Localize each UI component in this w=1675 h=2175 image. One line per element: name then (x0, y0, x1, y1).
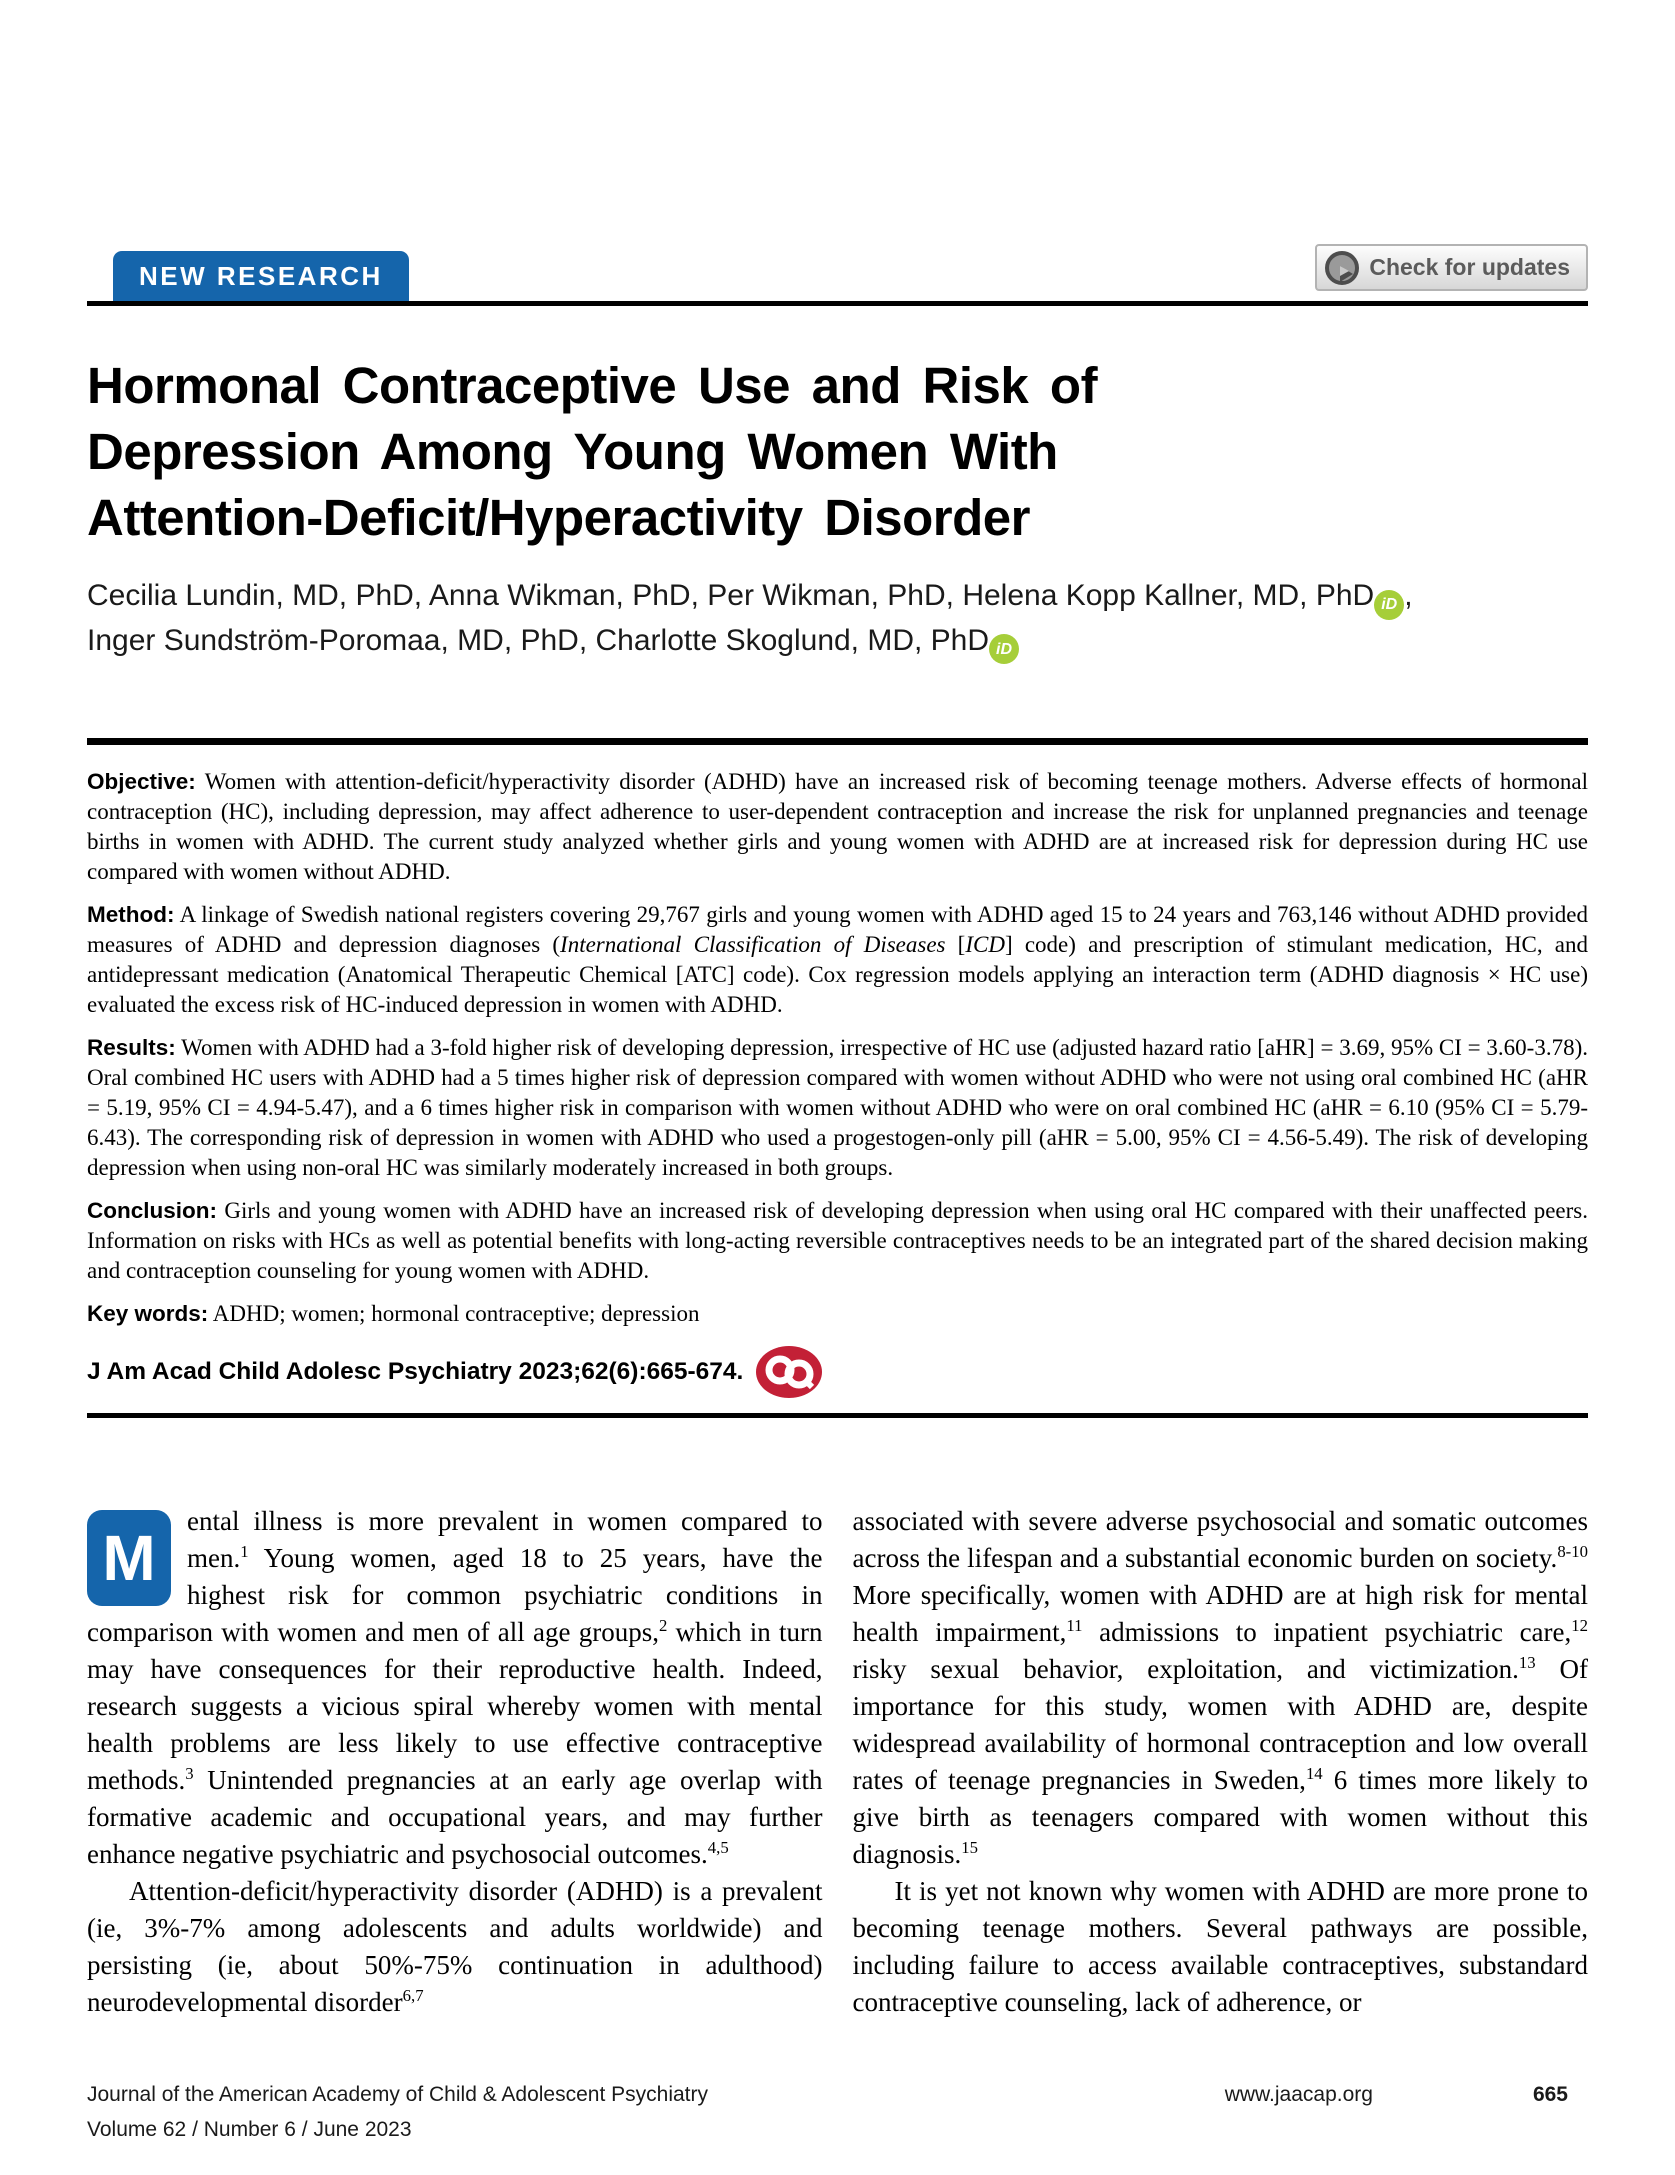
abstract-keywords-label: Key words: (87, 1301, 209, 1326)
body-paragraph-2 (87, 1873, 823, 2021)
body-left-column (87, 1503, 823, 2021)
orcid-icon[interactable]: iD (989, 634, 1019, 664)
abstract-top-rule (87, 738, 1588, 745)
body-paragraph-2-text: Attention-deficit/hyperactivity disorder (ADHD) is a prevalent (ie, 3%-7% among adolescents and adults worldwide) and persisting (ie, about 50%-75% continuation in adulthood) neurodevelopmental disorder$^{6,7}$ (87, 1876, 823, 2017)
footer-volume-info: Volume 62 / Number 6 / June 2023 (87, 2118, 412, 2141)
journal-citation-text: J Am Acad Child Adolesc Psychiatry 2023;62(6):665-674. (87, 1358, 744, 1385)
body-paragraph-1 (87, 1503, 823, 1873)
author-line1 (87, 575, 1588, 620)
author-line2-text: Inger Sundström-Poromaa, MD, PhD, Charlotte Skoglund, MD, PhD (87, 623, 990, 657)
article-title-line3: Attention-Deficit/Hyperactivity Disorder (87, 489, 1031, 546)
section-banner (113, 251, 409, 301)
author-line1-comma: , (1404, 579, 1413, 612)
abstract-results-text: Women with ADHD had a 3-fold higher risk of developing depression, irrespective of HC use (adjusted hazard ratio [aHR] = 3.69, 95% CI = 3.60-3.78). Oral combined HC users with ADHD had a 5 times higher risk of depression compared with women without ADHD who were not using oral combined HC (aHR = 5.19, 95% CI = 4.94-5.47), and a 6 times higher risk in comparison with women without ADHD who were on oral combined HC (aHR = 6.10 (95% CI = 5.79-6.43). The corresponding risk of depression in women with ADHD who used a progestogen-only pill (aHR = 5.00, 95% CI = 4.56-5.49). The risk of developing depression when using non-oral HC was similarly moderately increased in both groups. (87, 1035, 1588, 1180)
check-for-updates-button[interactable] (1315, 244, 1588, 291)
abstract-objective (87, 767, 1588, 887)
article-title (87, 353, 1588, 551)
abstract (87, 767, 1588, 1399)
author-list (87, 575, 1588, 664)
article-title-line2: Depression Among Young Women With (87, 423, 1058, 480)
check-for-updates-label: Check for updates (1369, 254, 1570, 280)
section-banner-label: NEW RESEARCH (139, 261, 383, 291)
abstract-keywords (87, 1299, 1588, 1329)
article-title-line1: Hormonal Contraceptive Use and Risk of (87, 357, 1098, 414)
body-right-column (853, 1503, 1589, 2021)
abstract-method (87, 900, 1588, 1020)
article-body (87, 1503, 1588, 2021)
abstract-method-text: A linkage of Swedish national registers covering 29,767 girls and young women with ADHD aged 15 to 24 years and 763,146 without ADHD provided measures of ADHD and depression diagnoses (International Classification of Diseases [ICD] code) and prescription of stimulant medication, HC, and antidepressant medication (Anatomical Therapeutic Chemical [ATC] code). Cox regression models applying an interaction term (ADHD diagnosis × HC use) evaluated the excess risk of HC-induced depression in women with ADHD. (87, 902, 1588, 1017)
abstract-bottom-rule (87, 1413, 1588, 1418)
abstract-conclusion (87, 1196, 1588, 1286)
orcid-icon[interactable]: iD (1374, 590, 1404, 620)
body-paragraph-3 (853, 1503, 1589, 1873)
dropcap (87, 1510, 171, 1606)
abstract-results (87, 1033, 1588, 1183)
abstract-method-label: Method: (87, 902, 175, 927)
dropcap-letter: M (102, 1522, 156, 1594)
body-paragraph-4 (853, 1873, 1589, 2021)
abstract-objective-text: Women with attention-deficit/hyperactivity disorder (ADHD) have an increased risk of becoming teenage mothers. Adverse effects of hormonal contraception (HC), including depression, may affect adherence to user-dependent contraception and increase the risk for unplanned pregnancies and teenage births in women with ADHD. The current study analyzed whether girls and young women with ADHD are at increased risk for depression during HC use compared with women without ADHD. (87, 769, 1588, 884)
page-footer (87, 2077, 1588, 2147)
footer-page-number: 665 (1532, 2083, 1568, 2106)
body-paragraph-3-text: associated with severe adverse psychosocial and somatic outcomes across the lifespan and a substantial economic burden on society.$^{8-10}$ More specifically, women with ADHD are at high risk for mental health impairment,$^{11}$ admissions to inpatient psychiatric care,$^{12}$ risky sexual behavior, exploitation, and victimization.$^{13}$ Of importance for this study, women with ADHD are, despite widespread availability of hormonal contraception and low overall rates of teenage pregnancies in Sweden,$^{14}$ 6 times more likely to give birth as teenagers compared with women without this diagnosis.$^{15}$ (852, 1506, 1588, 1869)
body-paragraph-1-text: ental illness is more prevalent in women compared to men.$^1$ Young women, aged 18 to 25 years, have the highest risk for common psychiatric conditions in comparison with women and men of all age groups,$^2$ which in turn may have consequences for their reproductive health. Indeed, research suggests a vicious spiral whereby women with mental health problems are less likely to use effective contraceptive methods.$^3$ Unintended pregnancies at an early age overlap with formative academic and occupational years, and may further enhance negative psychiatric and psychosocial outcomes.$^{4,5}$ (87, 1506, 823, 1869)
footer-website-link[interactable]: www.jaacap.org (1224, 2083, 1373, 2106)
crossmark-icon (1325, 251, 1359, 285)
abstract-conclusion-label: Conclusion: (87, 1198, 217, 1223)
abstract-objective-label: Objective: (87, 769, 196, 794)
body-paragraph-4-text: It is yet not known why women with ADHD are more prone to becoming teenage mothers. Several pathways are possible, including failure to access available contraceptives, substandard contraceptive counseling, lack of adherence, or (852, 1876, 1588, 2017)
footer-journal-block (87, 2077, 1225, 2147)
journal-citation (87, 1345, 1588, 1399)
footer-journal-name: Journal of the American Academy of Child & Adolescent Psychiatry (87, 2083, 708, 2106)
journal-logo-icon[interactable] (755, 1345, 823, 1399)
author-line2 (87, 620, 1588, 665)
author-line1-text: Cecilia Lundin, MD, PhD, Anna Wikman, PhD, Per Wikman, PhD, Helena Kopp Kallner, MD, PhD (87, 579, 1375, 612)
abstract-keywords-text: ADHD; women; hormonal contraceptive; depression (212, 1301, 700, 1326)
abstract-conclusion-text: Girls and young women with ADHD have an increased risk of developing depression when using oral HC compared with their unaffected peers. Information on risks with HCs as well as potential benefits with long-acting reversible contraceptives needs to be an integrated part of the shared decision making and contraception counseling for young women with ADHD. (87, 1198, 1589, 1283)
abstract-results-label: Results: (87, 1035, 176, 1060)
top-bar (87, 0, 1588, 306)
